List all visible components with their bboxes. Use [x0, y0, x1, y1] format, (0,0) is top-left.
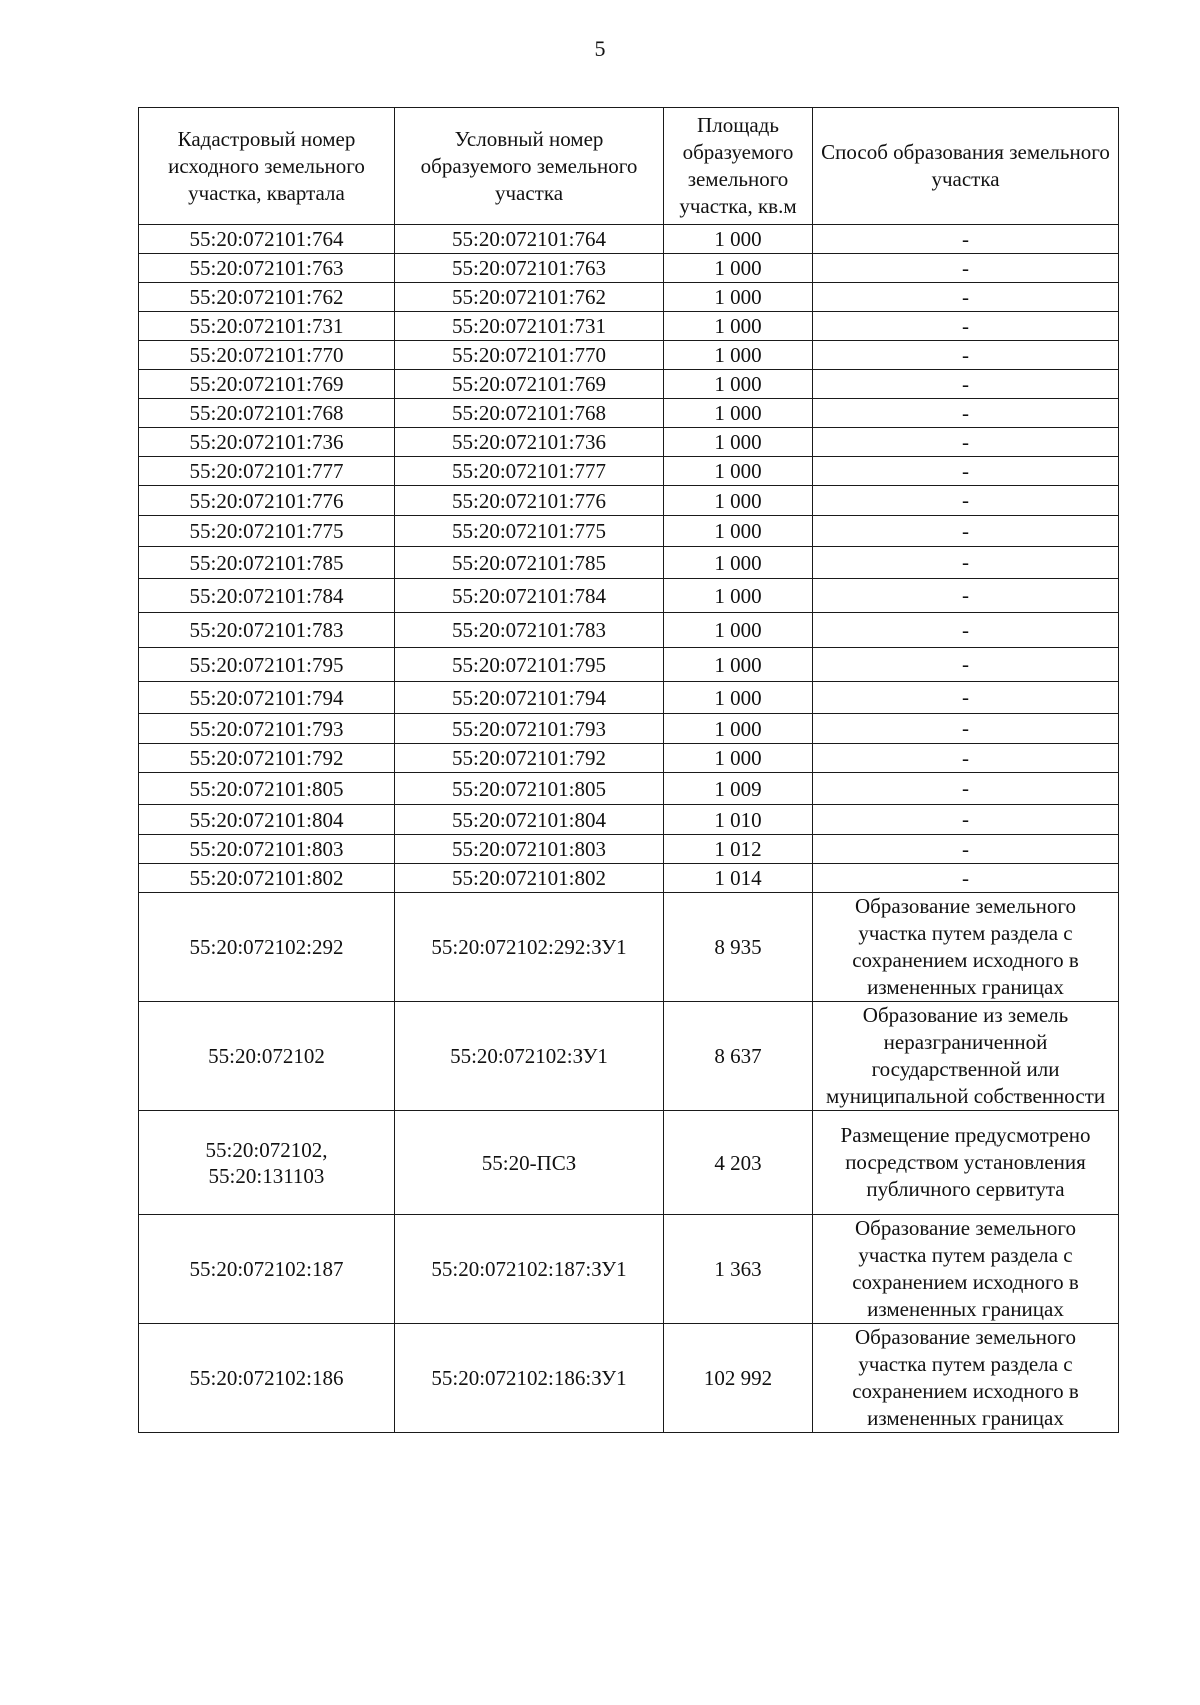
table-row — [139, 744, 1119, 773]
source-cadastral-cell: 55:20:072101:793 — [139, 714, 395, 744]
source-cadastral-cell: 55:20:072101:795 — [139, 648, 395, 682]
table-row — [139, 682, 1119, 714]
conditional-number-cell: 55:20:072102:186:ЗУ1 — [395, 1324, 664, 1433]
source-cadastral-cell: 55:20:072101:764 — [139, 225, 395, 254]
conditional-number-cell: 55:20:072101:794 — [395, 682, 664, 714]
table-row — [139, 835, 1119, 864]
conditional-number-cell: 55:20:072101:784 — [395, 579, 664, 613]
formation-method-cell: - — [813, 682, 1119, 714]
table-row — [139, 1002, 1119, 1111]
table-row — [139, 312, 1119, 341]
formation-method-cell: Размещение предусмотрено посредством установления публичного сервитута — [813, 1111, 1119, 1215]
formation-method-cell: - — [813, 864, 1119, 893]
area-cell: 1 000 — [664, 283, 813, 312]
page-number: 5 — [594, 36, 606, 61]
formation-method-cell: - — [813, 370, 1119, 399]
conditional-number-cell: 55:20:072101:785 — [395, 547, 664, 579]
conditional-number-cell: 55:20:072101:731 — [395, 312, 664, 341]
area-cell: 1 000 — [664, 682, 813, 714]
header-area: Площадь образуемого земельного участка, кв.м — [664, 108, 813, 225]
table-row — [139, 516, 1119, 547]
header-formation-method: Способ образования земельного участка — [813, 108, 1119, 225]
conditional-number-cell: 55:20:072101:803 — [395, 835, 664, 864]
table-row — [139, 341, 1119, 370]
area-cell: 1 012 — [664, 835, 813, 864]
area-cell: 102 992 — [664, 1324, 813, 1433]
table-row — [139, 893, 1119, 1002]
table-row — [139, 428, 1119, 457]
table-row — [139, 579, 1119, 613]
formation-method-cell: - — [813, 225, 1119, 254]
source-cadastral-cell: 55:20:072101:731 — [139, 312, 395, 341]
source-cadastral-cell: 55:20:072102, 55:20:131103 — [139, 1111, 395, 1215]
area-cell: 1 000 — [664, 457, 813, 486]
table-row — [139, 457, 1119, 486]
table-row — [139, 1324, 1119, 1433]
conditional-number-cell: 55:20:072101:770 — [395, 341, 664, 370]
conditional-number-cell: 55:20:072101:804 — [395, 805, 664, 835]
source-cadastral-cell: 55:20:072101:770 — [139, 341, 395, 370]
area-cell: 1 363 — [664, 1215, 813, 1324]
table-row — [139, 399, 1119, 428]
conditional-number-cell: 55:20:072102:ЗУ1 — [395, 1002, 664, 1111]
area-cell: 1 000 — [664, 516, 813, 547]
conditional-number-cell: 55:20:072101:736 — [395, 428, 664, 457]
conditional-number-cell: 55:20:072101:768 — [395, 399, 664, 428]
area-cell: 1 000 — [664, 428, 813, 457]
area-cell: 1 000 — [664, 486, 813, 516]
area-cell: 1 000 — [664, 744, 813, 773]
conditional-number-cell: 55:20:072102:292:ЗУ1 — [395, 893, 664, 1002]
conditional-number-cell: 55:20:072101:776 — [395, 486, 664, 516]
source-cadastral-cell: 55:20:072101:777 — [139, 457, 395, 486]
formation-method-cell: - — [813, 283, 1119, 312]
table-row — [139, 370, 1119, 399]
land-plots-table — [138, 107, 1119, 1433]
formation-method-cell: - — [813, 516, 1119, 547]
table-row — [139, 648, 1119, 682]
area-cell: 1 000 — [664, 370, 813, 399]
source-cadastral-cell: 55:20:072101:775 — [139, 516, 395, 547]
source-cadastral-cell: 55:20:072101:803 — [139, 835, 395, 864]
table-row — [139, 864, 1119, 893]
formation-method-cell: Образование земельного участка путем раздела с сохранением исходного в измененных границах — [813, 1215, 1119, 1324]
source-cadastral-cell: 55:20:072101:768 — [139, 399, 395, 428]
formation-method-cell: - — [813, 254, 1119, 283]
formation-method-cell: - — [813, 773, 1119, 805]
area-cell: 1 000 — [664, 399, 813, 428]
source-cadastral-cell: 55:20:072101:805 — [139, 773, 395, 805]
table-row — [139, 547, 1119, 579]
table-row — [139, 283, 1119, 312]
conditional-number-cell: 55:20-ПСЗ — [395, 1111, 664, 1215]
source-cadastral-cell: 55:20:072102:292 — [139, 893, 395, 1002]
area-cell: 1 000 — [664, 254, 813, 283]
area-cell: 4 203 — [664, 1111, 813, 1215]
source-cadastral-cell: 55:20:072101:792 — [139, 744, 395, 773]
formation-method-cell: Образование земельного участка путем раздела с сохранением исходного в измененных границах — [813, 1324, 1119, 1433]
conditional-number-cell: 55:20:072101:763 — [395, 254, 664, 283]
source-cadastral-cell: 55:20:072101:794 — [139, 682, 395, 714]
formation-method-cell: - — [813, 835, 1119, 864]
area-cell: 1 000 — [664, 648, 813, 682]
conditional-number-cell: 55:20:072101:777 — [395, 457, 664, 486]
table-row — [139, 1111, 1119, 1215]
conditional-number-cell: 55:20:072102:187:ЗУ1 — [395, 1215, 664, 1324]
formation-method-cell: - — [813, 744, 1119, 773]
area-cell: 1 000 — [664, 312, 813, 341]
formation-method-cell: Образование земельного участка путем раздела с сохранением исходного в измененных границах — [813, 893, 1119, 1002]
conditional-number-cell: 55:20:072101:762 — [395, 283, 664, 312]
area-cell: 8 935 — [664, 893, 813, 1002]
table-row — [139, 1215, 1119, 1324]
source-cadastral-cell: 55:20:072101:763 — [139, 254, 395, 283]
table-row — [139, 805, 1119, 835]
conditional-number-cell: 55:20:072101:805 — [395, 773, 664, 805]
area-cell: 1 014 — [664, 864, 813, 893]
source-cadastral-cell: 55:20:072101:762 — [139, 283, 395, 312]
area-cell: 1 000 — [664, 579, 813, 613]
formation-method-cell: - — [813, 805, 1119, 835]
source-cadastral-cell: 55:20:072101:736 — [139, 428, 395, 457]
source-cadastral-cell: 55:20:072101:776 — [139, 486, 395, 516]
area-cell: 1 000 — [664, 714, 813, 744]
area-cell: 1 000 — [664, 341, 813, 370]
conditional-number-cell: 55:20:072101:769 — [395, 370, 664, 399]
conditional-number-cell: 55:20:072101:775 — [395, 516, 664, 547]
table-row — [139, 254, 1119, 283]
formation-method-cell: - — [813, 399, 1119, 428]
table-row — [139, 486, 1119, 516]
table-row — [139, 613, 1119, 648]
header-conditional-number: Условный номер образуемого земельного участка — [395, 108, 664, 225]
source-cadastral-cell: 55:20:072102:186 — [139, 1324, 395, 1433]
conditional-number-cell: 55:20:072101:795 — [395, 648, 664, 682]
formation-method-cell: - — [813, 579, 1119, 613]
source-cadastral-cell: 55:20:072101:785 — [139, 547, 395, 579]
formation-method-cell: - — [813, 613, 1119, 648]
area-cell: 1 000 — [664, 613, 813, 648]
formation-method-cell: - — [813, 648, 1119, 682]
conditional-number-cell: 55:20:072101:783 — [395, 613, 664, 648]
formation-method-cell: - — [813, 547, 1119, 579]
source-cadastral-cell: 55:20:072101:784 — [139, 579, 395, 613]
area-cell: 1 010 — [664, 805, 813, 835]
formation-method-cell: - — [813, 486, 1119, 516]
source-cadastral-cell: 55:20:072101:769 — [139, 370, 395, 399]
formation-method-cell: - — [813, 312, 1119, 341]
formation-method-cell: - — [813, 341, 1119, 370]
source-cadastral-cell: 55:20:072102:187 — [139, 1215, 395, 1324]
formation-method-cell: Образование из земель неразграниченной государственной или муниципальной собственности — [813, 1002, 1119, 1111]
header-source-cadastral-number: Кадастровый номер исходного земельного участка, квартала — [139, 108, 395, 225]
area-cell: 1 000 — [664, 225, 813, 254]
formation-method-cell: - — [813, 714, 1119, 744]
source-cadastral-cell: 55:20:072101:783 — [139, 613, 395, 648]
source-cadastral-cell: 55:20:072101:802 — [139, 864, 395, 893]
area-cell: 1 009 — [664, 773, 813, 805]
area-cell: 1 000 — [664, 547, 813, 579]
table-row — [139, 714, 1119, 744]
source-cadastral-cell: 55:20:072101:804 — [139, 805, 395, 835]
table-header — [139, 108, 1119, 225]
header-row — [139, 108, 1119, 225]
conditional-number-cell: 55:20:072101:792 — [395, 744, 664, 773]
source-cadastral-cell: 55:20:072102 — [139, 1002, 395, 1111]
table-row — [139, 773, 1119, 805]
conditional-number-cell: 55:20:072101:764 — [395, 225, 664, 254]
conditional-number-cell: 55:20:072101:793 — [395, 714, 664, 744]
formation-method-cell: - — [813, 457, 1119, 486]
table-row — [139, 225, 1119, 254]
formation-method-cell: - — [813, 428, 1119, 457]
area-cell: 8 637 — [664, 1002, 813, 1111]
table-body — [139, 225, 1119, 1433]
conditional-number-cell: 55:20:072101:802 — [395, 864, 664, 893]
